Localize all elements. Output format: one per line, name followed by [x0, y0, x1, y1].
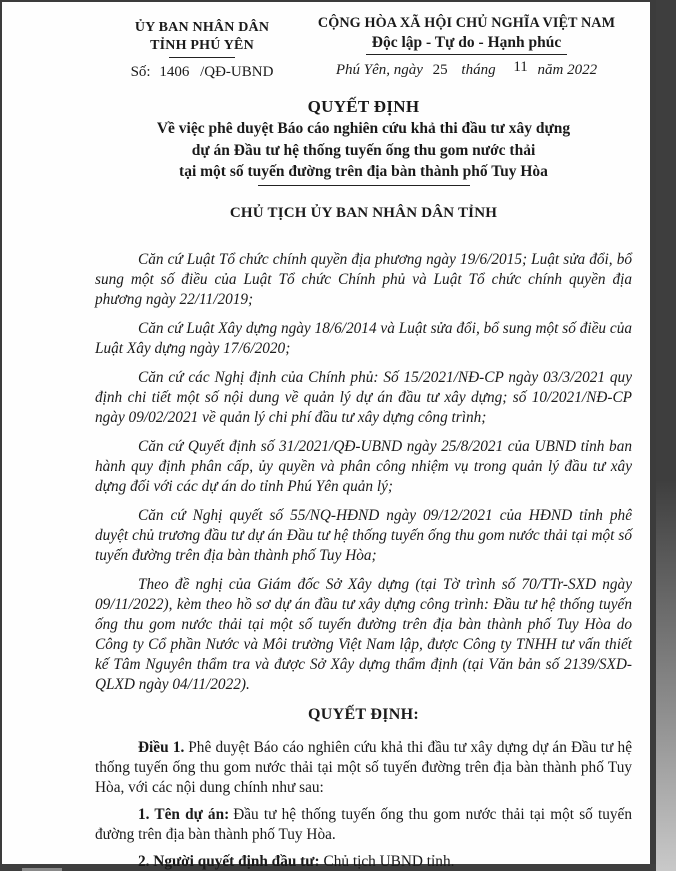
document-title-block — [95, 96, 632, 186]
article-text: Chủ tịch UBND tỉnh. — [323, 852, 455, 870]
issuer-name-line2: TỈNH PHÚ YÊN — [150, 38, 254, 53]
document-number-label: Số: — [130, 64, 151, 80]
issuer-underline — [169, 57, 235, 58]
preamble-paragraph: Căn cứ Luật Xây dựng ngày 18/6/2014 và Luật sửa đổi, bổ sung một số điều của Luật Xây dựng ngày 17/6/2020; — [95, 319, 632, 357]
dateline-place-prefix: Phú Yên, ngày — [335, 62, 423, 78]
document-number — [109, 63, 295, 82]
national-motto-line2: Độc lập - Tự do - Hạnh phúc — [366, 33, 567, 55]
document-number-value: 1406 — [159, 64, 190, 80]
preamble-paragraph: Căn cứ Luật Tổ chức chính quyền địa phương ngày 19/6/2015; Luật sửa đổi, bổ sung một số điều của Luật Tổ chức Chính phủ và Luật Tổ chức chính quyền địa phương ngày 22/11/2019; — [95, 250, 632, 308]
national-motto-line1: CỘNG HÒA XÃ HỘI CHỦ NGHĨA VIỆT NAM — [317, 15, 616, 31]
article-paragraph — [95, 805, 632, 845]
document-subtitle-line2: dự án Đầu tư hệ thống tuyến ống thu gom nước thải — [191, 141, 536, 159]
dateline-month: 11 — [513, 59, 528, 75]
dateline-month-label: tháng — [461, 62, 496, 78]
scan-edge-left — [0, 0, 2, 871]
preamble-paragraph: Căn cứ Quyết định số 31/2021/QĐ-UBND ngày 25/8/2021 của UBND tỉnh ban hành quy định phân cấp, ủy quyền và phân công nhiệm vụ trong quản lý đầu tư xây dựng đối với các dự án do tỉnh Phú Yên quản lý; — [95, 437, 632, 495]
article-lead: 2. Người quyết định đầu tư: — [138, 852, 320, 870]
article-lead: 1. Tên dự án: — [138, 805, 230, 823]
dateline-year-label: năm 2022 — [537, 62, 598, 78]
preamble-paragraph: Theo đề nghị của Giám đốc Sở Xây dựng (tại Tờ trình số 70/TTr-SXD ngày 09/11/2022), kèm theo hồ sơ dự án đầu tư xây dựng công trình: Đầu tư hệ thống tuyến ống thu gom nước thải tại một số tuyến đường trên địa bàn thành phố Tuy Hòa do Công ty Cổ phần Nước và Môi trường Việt Nam lập, được Công ty TNHH tư vấn thiết kế Tâm Nguyên thẩm tra và được Sở Xây dựng thẩm định (tại Văn bản số 2139/SXD-QLXD ngày 04/11/2022). — [95, 575, 632, 693]
article-lead: Điều 1. — [138, 738, 185, 756]
issuing-authority-block — [109, 19, 295, 82]
title-underline — [258, 185, 470, 186]
document-content — [95, 14, 632, 871]
articles-section — [95, 738, 632, 871]
document-subtitle-line3: tại một số tuyến đường trên địa bàn thành phố Tuy Hòa — [179, 163, 548, 180]
article-text: Phê duyệt Báo cáo nghiên cứu khả thi đầu tư xây dựng dự án Đầu tư hệ thống tuyến ống thu gom nước thải tại một số tuyến đường trên địa bàn thành phố Tuy Hòa, với các nội dung chính như sau: — [95, 738, 632, 796]
dateline — [301, 59, 632, 79]
national-header-block — [301, 14, 632, 79]
article-paragraph — [95, 738, 632, 798]
document-header — [95, 14, 632, 92]
preamble-paragraph: Căn cứ Nghị quyết số 55/NQ-HĐND ngày 09/12/2021 của HĐND tỉnh phê duyệt chủ trương đầu tư dự án Đầu tư hệ thống tuyến ống thu gom nước thải tại một số tuyến đường trên địa bàn thành phố Tuy Hòa; — [95, 506, 632, 564]
scan-edge-top — [0, 0, 676, 2]
preamble-section — [95, 250, 632, 695]
preamble-paragraph: Căn cứ các Nghị định của Chính phủ: Số 15/2021/NĐ-CP ngày 03/3/2021 quy định chi tiết một số nội dung về quản lý dự án đầu tư xây dựng; số 10/2021/NĐ-CP ngày 09/02/2021 về quản lý chi phí đầu tư xây dựng công trình; — [95, 368, 632, 426]
article-text: Đầu tư hệ thống tuyến ống thu gom nước thải tại một số tuyến đường trên địa bàn thành phố Tuy Hòa. — [95, 805, 632, 843]
dateline-day: 25 — [432, 62, 448, 78]
document-type-heading: QUYẾT ĐỊNH — [307, 97, 420, 116]
document-subtitle-line1: Về việc phê duyệt Báo cáo nghiên cứu khả thi đầu tư xây dựng — [156, 120, 571, 137]
document-number-suffix: /QĐ-UBND — [200, 64, 274, 80]
scan-edge-right-fill — [656, 0, 676, 871]
deciding-authority: CHỦ TỊCH ỦY BAN NHÂN DÂN TỈNH — [229, 204, 498, 221]
issuer-name-line1: ỦY BAN NHÂN DÂN — [134, 20, 270, 35]
article-paragraph — [95, 852, 632, 871]
decision-heading: QUYẾT ĐỊNH: — [307, 705, 420, 723]
